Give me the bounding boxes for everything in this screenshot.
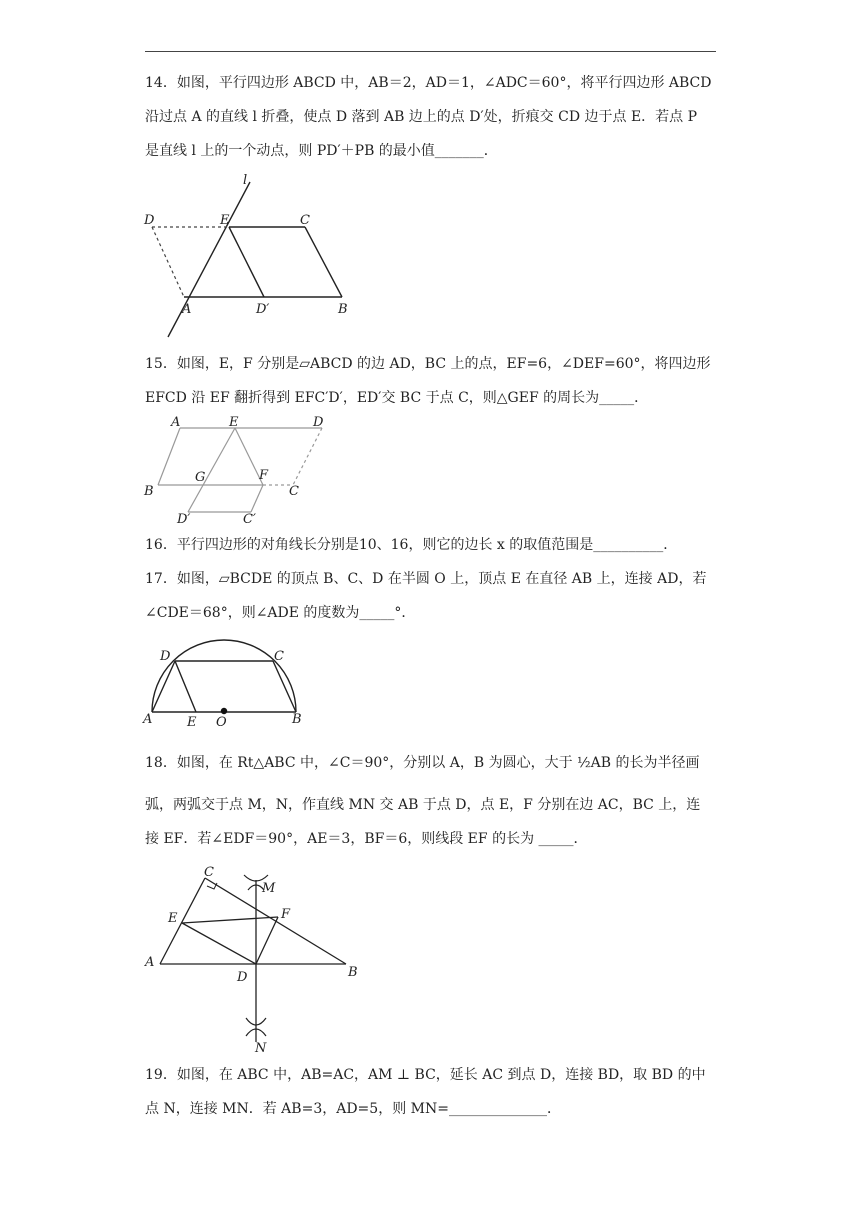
q17-line-2: ∠CDE＝68°，则∠ADE 的度数为_____°． — [145, 605, 416, 621]
label-m: M — [262, 881, 276, 896]
label-l: l — [243, 173, 248, 188]
label-a: A — [171, 415, 181, 430]
q14-line-1: 14．如图，平行四边形 ABCD 中，AB＝2，AD＝1，∠ADC＝60°，将平行四边形 ABCD — [145, 75, 712, 91]
q17-line-1: 17．如图，▱BCDE 的顶点 B、C、D 在半圆 O 上，顶点 E 在直径 AB 上，连接 AD，若 — [145, 571, 707, 587]
segment-ef — [182, 917, 278, 923]
label-e: E — [220, 213, 230, 228]
q19-line-1: 19．如图，在 ABC 中，AB=AC，AM ⊥ BC，延长 AC 到点 D，连接 BD，取 BD 的中 — [145, 1067, 706, 1083]
segment-cb — [305, 227, 342, 297]
q14-figure — [140, 170, 365, 340]
label-d-prime: D′ — [177, 512, 191, 525]
q14-line-2: 沿过点 A 的直线 l 折叠，使点 D 落到 AB 边上的点 D′处，折痕交 CD 边于点 E．若点 P — [145, 109, 698, 125]
label-d: D — [237, 970, 248, 985]
label-d: D — [313, 415, 324, 430]
q18-figure — [140, 860, 370, 1055]
segment-ed — [182, 923, 256, 964]
fold-line-l — [168, 182, 250, 337]
label-e: E — [229, 415, 239, 430]
q16-line-1: 16．平行四边形的对角线长分别是10、16，则它的边长 x 的取值范围是__________． — [145, 537, 678, 553]
label-c: C — [274, 649, 284, 664]
segment-c-prime-f — [251, 485, 263, 512]
segment-de — [175, 661, 196, 712]
label-c-prime: C′ — [243, 512, 256, 525]
label-b: B — [348, 965, 358, 980]
label-g: G — [195, 470, 206, 485]
segment-da — [152, 661, 175, 712]
q15-line-2: EFCD 沿 EF 翻折得到 EFC′D′，ED′交 BC 于点 C，则△GEF 的周长为_____． — [145, 390, 649, 406]
segment-ab — [158, 428, 180, 485]
dashed-dc — [293, 428, 322, 485]
label-a: A — [143, 712, 153, 727]
label-a: A — [182, 302, 192, 317]
label-e: E — [187, 715, 197, 730]
segment-ed-prime — [229, 227, 264, 297]
q15-figure — [143, 413, 333, 525]
label-c: C — [289, 484, 299, 499]
segment-fd — [256, 917, 278, 964]
label-f: F — [281, 907, 291, 922]
label-f: F — [259, 468, 269, 483]
header-rule — [145, 51, 716, 52]
q18-line-3: 接 EF．若∠EDF＝90°，AE＝3，BF＝6，则线段 EF 的长为 _____． — [145, 831, 588, 847]
label-e: E — [168, 911, 178, 926]
q14-line-3: 是直线 l 上的一个动点，则 PD′＋PB 的最小值_______． — [145, 143, 498, 159]
segment-cb — [273, 661, 296, 712]
label-d: D — [160, 649, 171, 664]
label-d: D — [144, 213, 155, 228]
q18-line-2: 弧，两弧交于点 M，N，作直线 MN 交 AB 于点 D，点 E，F 分别在边 AC，BC 上，连 — [145, 797, 701, 813]
label-b: B — [292, 712, 302, 727]
label-a: A — [145, 955, 155, 970]
label-c: C — [300, 213, 310, 228]
q18-line-1: 18．如图，在 Rt△ABC 中，∠C＝90°，分别以 A，B 为圆心，大于 ½AB 的长为半径画 — [145, 755, 700, 771]
center-point-o — [221, 708, 227, 714]
label-b: B — [338, 302, 348, 317]
label-d-prime: D′ — [256, 302, 270, 317]
dashed-da — [152, 227, 184, 297]
label-c: C — [204, 865, 214, 880]
q17-figure — [140, 636, 310, 731]
label-n: N — [255, 1041, 267, 1055]
label-o: O — [216, 715, 227, 730]
segment-ac — [160, 878, 205, 964]
label-b: B — [144, 484, 154, 499]
q19-line-2: 点 N，连接 MN．若 AB=3，AD=5，则 MN=______________． — [145, 1101, 561, 1117]
q15-line-1: 15．如图，E，F 分别是▱ABCD 的边 AD，BC 上的点，EF=6，∠DEF=60°，将四边形 — [145, 356, 711, 372]
